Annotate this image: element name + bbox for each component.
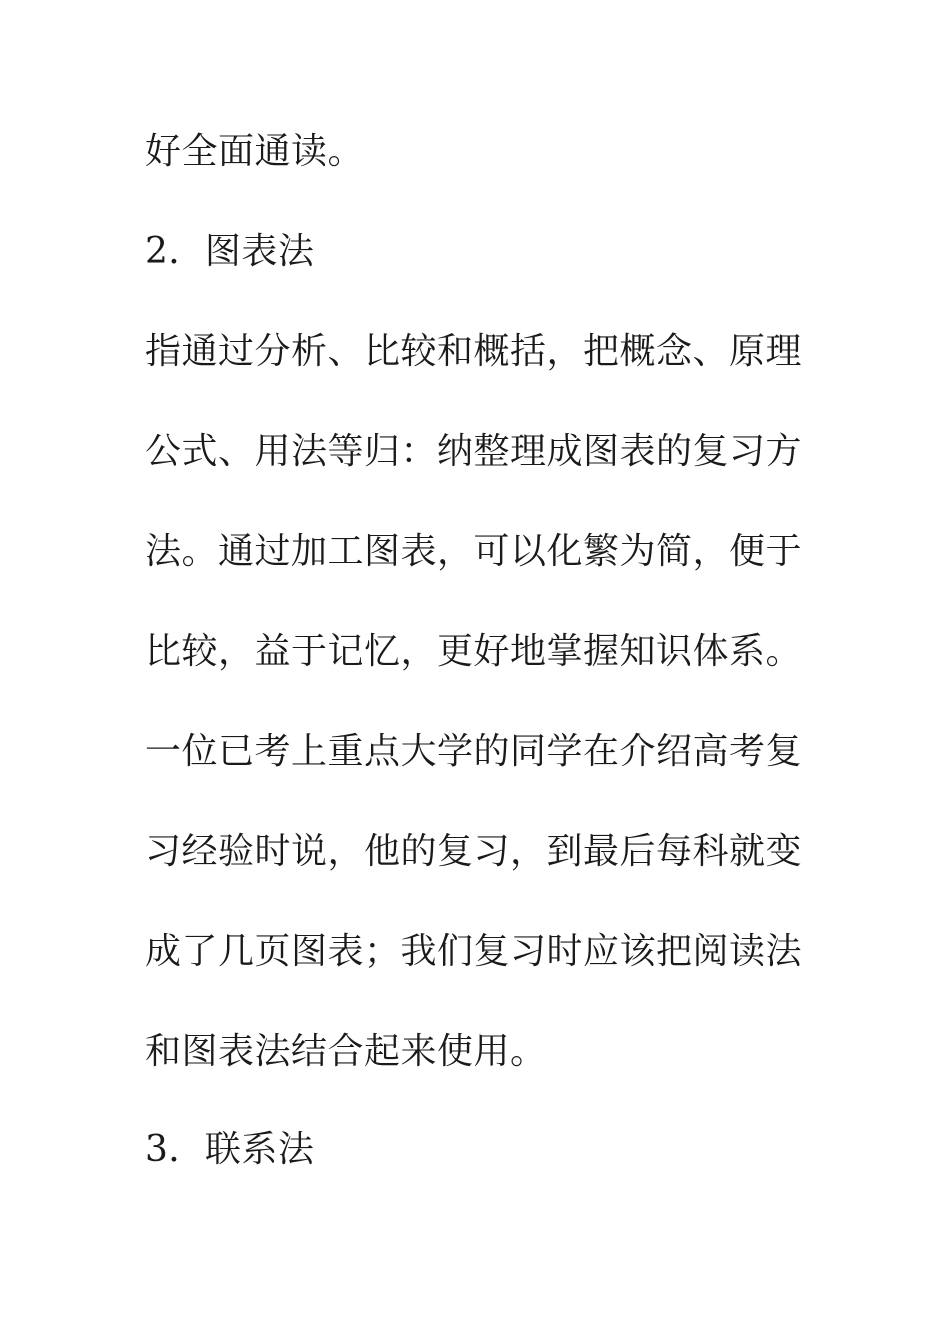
text-line: 法。通过加工图表，可以化繁为简，便于 [145, 531, 803, 572]
section-heading-chart-method: 2．图表法 [145, 231, 315, 272]
text-line: 成了几页图表；我们复习时应该把阅读法 [145, 931, 803, 972]
text-line: 指通过分析、比较和概括，把概念、原理 [145, 331, 803, 372]
section-heading-association-method: 3．联系法 [145, 1129, 315, 1170]
text-line: 公式、用法等归：纳整理成图表的复习方 [145, 431, 803, 472]
text-line-continuation: 好全面通读。 [145, 131, 365, 172]
text-line: 和图表法结合起来使用。 [145, 1031, 547, 1072]
text-line: 习经验时说，他的复习，到最后每科就变 [145, 831, 803, 872]
text-line: 一位已考上重点大学的同学在介绍高考复 [145, 731, 803, 772]
text-line: 比较，益于记忆，更好地掌握知识体系。 [145, 631, 803, 672]
